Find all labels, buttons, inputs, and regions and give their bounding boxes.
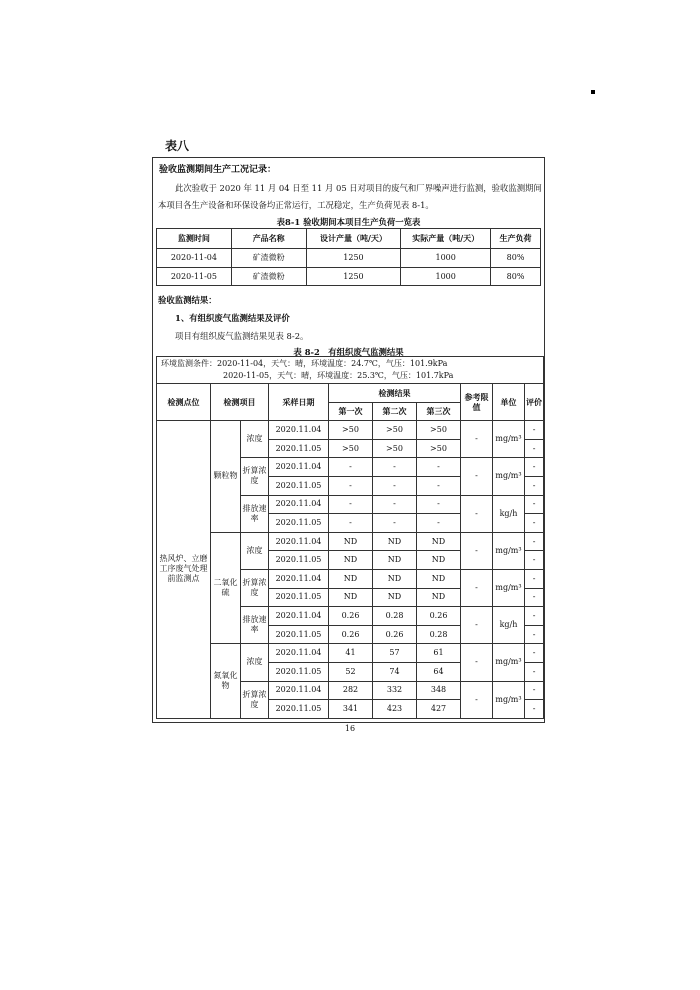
- value-cell: 0.28: [417, 625, 461, 644]
- eval-cell: -: [525, 588, 544, 607]
- production-paragraph: 此次验收于 2020 年 11 月 04 日至 11 月 05 日对项目的废气和厂界噪声进行监测，验收监测期间本项目各生产设备和环保设备均正常运行，工况稳定，生产负荷见表 8-1。: [158, 183, 542, 210]
- sub-item-cell: 浓度: [241, 421, 269, 458]
- value-cell: 423: [373, 700, 417, 719]
- value-cell: ND: [417, 569, 461, 588]
- value-cell: >50: [373, 439, 417, 458]
- date-cell: 2020.11.05: [269, 625, 329, 644]
- header-first: 第一次: [329, 402, 373, 421]
- value-cell: ND: [373, 551, 417, 570]
- value-cell: -: [373, 514, 417, 533]
- header-date: 采样日期: [269, 384, 329, 421]
- eval-cell: -: [525, 681, 544, 700]
- table-row: [157, 267, 541, 286]
- value-cell: >50: [329, 439, 373, 458]
- unit-cell: mg/m³: [493, 458, 525, 495]
- value-cell: 52: [329, 662, 373, 681]
- sub-item-cell: 浓度: [241, 644, 269, 681]
- date-cell: 2020.11.05: [269, 551, 329, 570]
- date-cell: 2020.11.04: [269, 495, 329, 514]
- eval-cell: -: [525, 551, 544, 570]
- table2-caption: 表 8-2 有组织废气监测结果: [293, 347, 404, 357]
- limit-cell: -: [461, 681, 493, 718]
- value-cell: >50: [417, 421, 461, 440]
- value-cell: 427: [417, 700, 461, 719]
- pollutant-cell: 颗粒物: [211, 421, 241, 533]
- limit-cell: -: [461, 458, 493, 495]
- sub-item-cell: 折算浓度: [241, 681, 269, 718]
- header-unit: 单位: [493, 384, 525, 421]
- value-cell: -: [417, 476, 461, 495]
- table1-cell: 2020-11-05: [157, 267, 232, 286]
- value-cell: 74: [373, 662, 417, 681]
- production-load-table: [156, 228, 541, 286]
- table-row: [157, 249, 541, 268]
- value-cell: ND: [417, 532, 461, 551]
- value-cell: 0.26: [329, 625, 373, 644]
- sub-item-cell: 浓度: [241, 532, 269, 569]
- value-cell: 348: [417, 681, 461, 700]
- eval-cell: -: [525, 458, 544, 477]
- value-cell: >50: [329, 421, 373, 440]
- value-cell: 0.26: [329, 607, 373, 626]
- value-cell: -: [417, 458, 461, 477]
- value-cell: 332: [373, 681, 417, 700]
- subsection-text: 项目有组织废气监测结果见表 8-2。: [175, 331, 309, 341]
- value-cell: -: [417, 514, 461, 533]
- table1-cell: 1250: [306, 267, 401, 286]
- date-cell: 2020.11.04: [269, 607, 329, 626]
- table-row: [157, 532, 544, 551]
- header-limit: 参考限值: [461, 384, 493, 421]
- table1-header: 产品名称: [231, 229, 306, 249]
- sub-item-cell: 折算浓度: [241, 569, 269, 606]
- monitoring-point-cell: 热风炉、立磨工序废气处理前监测点: [157, 421, 211, 719]
- date-cell: 2020.11.04: [269, 644, 329, 663]
- emission-results-table: [156, 356, 544, 719]
- header-eval: 评价: [525, 384, 544, 421]
- value-cell: ND: [329, 569, 373, 588]
- value-cell: 282: [329, 681, 373, 700]
- value-cell: 64: [417, 662, 461, 681]
- limit-cell: -: [461, 421, 493, 458]
- value-cell: ND: [417, 551, 461, 570]
- value-cell: -: [373, 476, 417, 495]
- value-cell: -: [329, 476, 373, 495]
- sub-item-cell: 排放速率: [241, 495, 269, 532]
- date-cell: 2020.11.05: [269, 476, 329, 495]
- limit-cell: -: [461, 607, 493, 644]
- header-item: 检测项目: [211, 384, 269, 421]
- env-conditions: [157, 357, 544, 384]
- limit-cell: -: [461, 569, 493, 606]
- value-cell: >50: [373, 421, 417, 440]
- value-cell: -: [373, 458, 417, 477]
- table1-cell: 1000: [401, 249, 491, 268]
- value-cell: 0.26: [373, 625, 417, 644]
- value-cell: -: [417, 495, 461, 514]
- unit-cell: mg/m³: [493, 644, 525, 681]
- value-cell: ND: [417, 588, 461, 607]
- unit-cell: mg/m³: [493, 421, 525, 458]
- unit-cell: kg/h: [493, 607, 525, 644]
- eval-cell: -: [525, 569, 544, 588]
- value-cell: ND: [373, 569, 417, 588]
- date-cell: 2020.11.05: [269, 662, 329, 681]
- eval-cell: -: [525, 625, 544, 644]
- value-cell: ND: [329, 551, 373, 570]
- table1-header: 实际产量（吨/天）: [401, 229, 491, 249]
- table1-header: 生产负荷: [491, 229, 541, 249]
- header-second: 第二次: [373, 402, 417, 421]
- table1-cell: 1000: [401, 267, 491, 286]
- value-cell: 341: [329, 700, 373, 719]
- env-line-2: 2020-11-05，天气：晴，环境温度：25.3℃，气压：101.7kPa: [223, 371, 454, 380]
- date-cell: 2020.11.05: [269, 588, 329, 607]
- header-point: 检测点位: [157, 384, 211, 421]
- unit-cell: mg/m³: [493, 681, 525, 718]
- limit-cell: -: [461, 532, 493, 569]
- date-cell: 2020.11.05: [269, 514, 329, 533]
- value-cell: -: [329, 458, 373, 477]
- date-cell: 2020.11.04: [269, 569, 329, 588]
- value-cell: 57: [373, 644, 417, 663]
- subsection-heading: 1、有组织废气监测结果及评价: [175, 313, 290, 323]
- unit-cell: mg/m³: [493, 532, 525, 569]
- eval-cell: -: [525, 476, 544, 495]
- table1-cell: 80%: [491, 249, 541, 268]
- eval-cell: -: [525, 700, 544, 719]
- table-row: [157, 644, 544, 663]
- table1-cell: 矿渣微粉: [231, 267, 306, 286]
- unit-cell: mg/m³: [493, 569, 525, 606]
- value-cell: 0.28: [373, 607, 417, 626]
- value-cell: ND: [329, 532, 373, 551]
- value-cell: 41: [329, 644, 373, 663]
- pollutant-cell: 氮氧化物: [211, 644, 241, 718]
- value-cell: ND: [373, 588, 417, 607]
- header-results: 检测结果: [329, 384, 461, 403]
- sub-item-cell: 折算浓度: [241, 458, 269, 495]
- eval-cell: -: [525, 607, 544, 626]
- date-cell: 2020.11.04: [269, 458, 329, 477]
- table1-header: 监测时间: [157, 229, 232, 249]
- value-cell: 61: [417, 644, 461, 663]
- value-cell: >50: [417, 439, 461, 458]
- production-heading: 验收监测期间生产工况记录：: [159, 165, 277, 175]
- eval-cell: -: [525, 514, 544, 533]
- value-cell: ND: [373, 532, 417, 551]
- table1-cell: 矿渣微粉: [231, 249, 306, 268]
- eval-cell: -: [525, 495, 544, 514]
- value-cell: -: [329, 514, 373, 533]
- table1-caption: 表8-1 验收期间本项目生产负荷一览表: [276, 217, 421, 227]
- eval-cell: -: [525, 439, 544, 458]
- table1-header: 设计产量（吨/天）: [306, 229, 401, 249]
- value-cell: -: [373, 495, 417, 514]
- date-cell: 2020.11.04: [269, 532, 329, 551]
- limit-cell: -: [461, 495, 493, 532]
- header-third: 第三次: [417, 402, 461, 421]
- date-cell: 2020.11.05: [269, 439, 329, 458]
- value-cell: 0.26: [417, 607, 461, 626]
- pollutant-cell: 二氧化硫: [211, 532, 241, 644]
- eval-cell: -: [525, 644, 544, 663]
- eval-cell: -: [525, 532, 544, 551]
- table1-cell: 80%: [491, 267, 541, 286]
- eval-cell: -: [525, 421, 544, 440]
- env-line-1: 环境监测条件：2020-11-04，天气：晴，环境温度：24.7℃，气压：101.9kPa: [161, 359, 448, 368]
- unit-cell: kg/h: [493, 495, 525, 532]
- sub-item-cell: 排放速率: [241, 607, 269, 644]
- section-title: 表八: [165, 139, 190, 153]
- scan-speck: [591, 90, 595, 94]
- results-heading: 验收监测结果：: [158, 295, 217, 305]
- eval-cell: -: [525, 662, 544, 681]
- value-cell: -: [329, 495, 373, 514]
- limit-cell: -: [461, 644, 493, 681]
- date-cell: 2020.11.05: [269, 700, 329, 719]
- table-row: [157, 421, 544, 440]
- table1-cell: 1250: [306, 249, 401, 268]
- date-cell: 2020.11.04: [269, 421, 329, 440]
- page-number: 16: [344, 724, 356, 733]
- date-cell: 2020.11.04: [269, 681, 329, 700]
- table1-cell: 2020-11-04: [157, 249, 232, 268]
- value-cell: ND: [329, 588, 373, 607]
- content-frame: [152, 157, 545, 723]
